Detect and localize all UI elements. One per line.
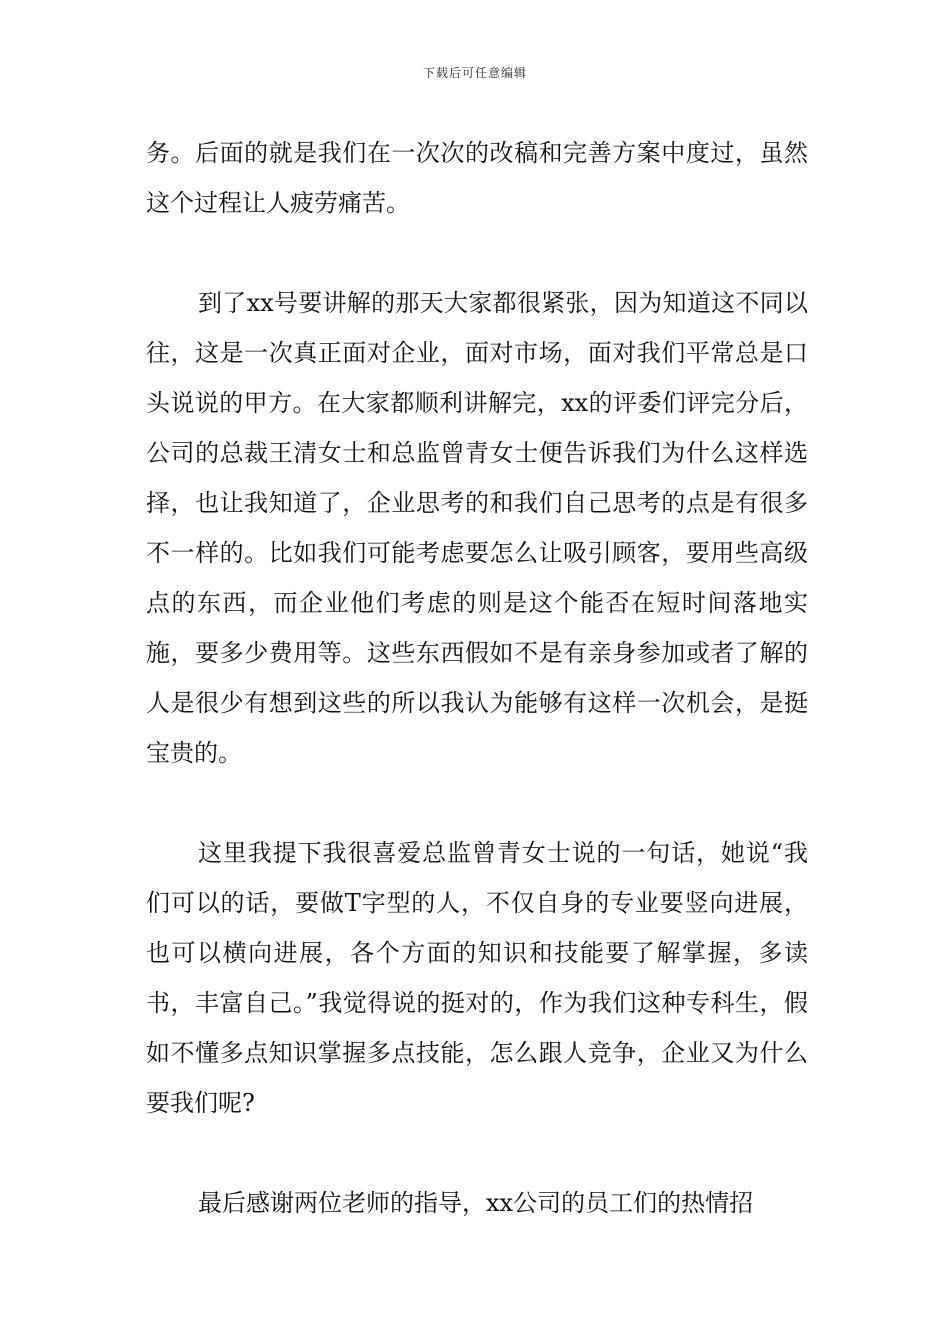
paragraph-gap	[146, 1128, 808, 1178]
paragraph-thanks: 最后感谢两位老师的指导，xx公司的员工们的热情招	[198, 1189, 754, 1217]
paragraph-gap	[146, 778, 808, 828]
paragraph-presentation-day: 到了xx号要讲解的那天大家都很紧张，因为知道这不同以往，这是一次真正面对企业，面对市场，面对我们平常总是口头说说的甲方。在大家都顺利讲解完，xx的评委们评完分后，公司的总裁王清女士和总监曾青女士便告诉我们为什么这样选择，也让我知道了，企业思考的和我们自己思考的点是有很多不一样的。比如我们可能考虑要怎么让吸引顾客，要用些高级点的东西，而企业他们考虑的则是这个能否在短时间落地实施，要多少费用等。这些东西假如不是有亲身参加或者了解的人是很少有想到这些的所以我认为能够有这样一次机会，是挺宝贵的。	[146, 289, 808, 767]
document-body	[146, 128, 808, 1228]
page-header: 下载后可任意编辑	[422, 66, 527, 80]
paragraph-continuation: 务。后面的就是我们在一次次的改稿和完善方案中度过，虽然这个过程让人疲劳痛苦。	[146, 139, 808, 217]
paragraph-t-shaped-quote: 这里我提下我很喜爱总监曾青女士说的一句话，她说“我们可以的话，要做T字型的人，不仅自身的专业要竖向进展，也可以横向进展，各个方面的知识和技能要了解掌握，多读书，丰富自己。”我觉得说的挺对的，作为我们这种专科生，假如不懂多点知识掌握多点技能，怎么跟人竞争，企业又为什么要我们呢?	[146, 839, 808, 1117]
paragraph-gap	[146, 228, 808, 278]
